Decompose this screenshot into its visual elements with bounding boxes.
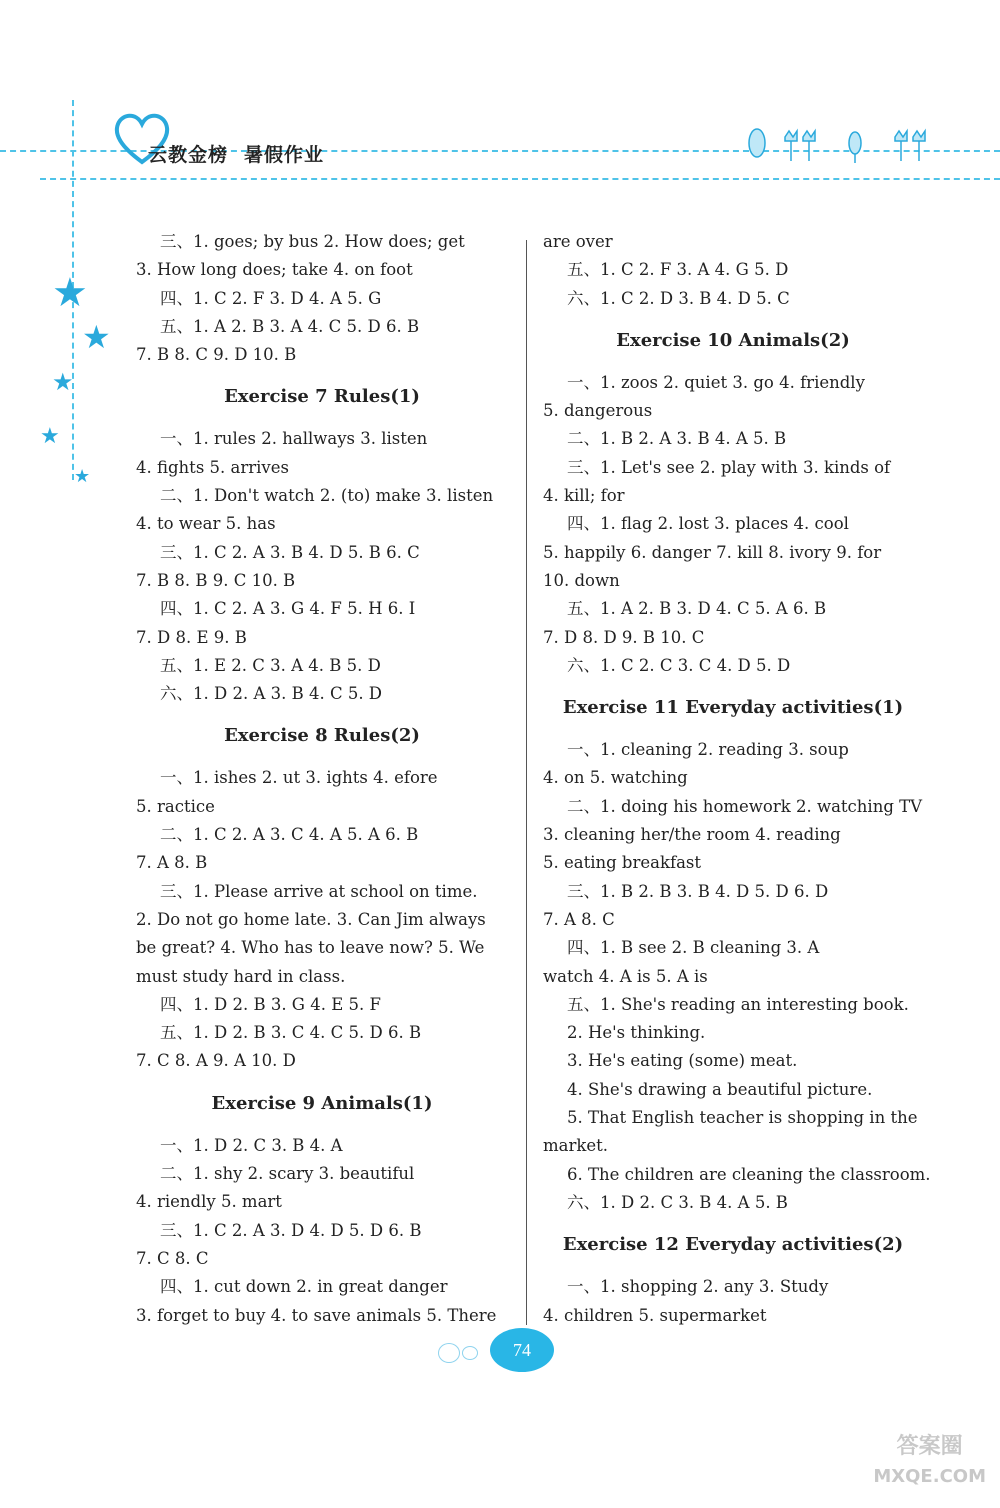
- answer-line: 五、1. A 2. B 3. A 4. C 5. D 6. B: [160, 316, 420, 336]
- answer-line: be great? 4. Who has to leave now? 5. We: [136, 938, 485, 958]
- answer-line: 3. He's eating (some) meat.: [567, 1051, 798, 1071]
- answer-line: are over: [543, 232, 613, 251]
- exercise-heading: Exercise 10 Animals(2): [616, 329, 850, 351]
- answer-line: 四、1. C 2. A 3. G 4. F 5. H 6. I: [160, 599, 416, 619]
- answer-line: 四、1. cut down 2. in great danger: [160, 1277, 448, 1297]
- exercise-heading: Exercise 9 Animals(1): [211, 1092, 433, 1114]
- answer-line: 一、1. D 2. C 3. B 4. A: [160, 1135, 343, 1155]
- answer-line: 4. fights 5. arrives: [136, 457, 289, 477]
- watermark: [873, 1432, 986, 1492]
- answer-line: 六、1. C 2. C 3. C 4. D 5. D: [567, 655, 791, 675]
- answer-line: 二、1. doing his homework 2. watching TV: [567, 796, 923, 816]
- answer-line: 五、1. E 2. C 3. A 4. B 5. D: [160, 655, 381, 675]
- exercise-heading: Exercise 11 Everyday activities(1): [562, 697, 904, 719]
- answer-line: 六、1. D 2. A 3. B 4. C 5. D: [160, 684, 383, 704]
- star-icon: ★: [74, 466, 91, 487]
- answer-line: 5. That English teacher is shopping in the: [567, 1108, 918, 1128]
- answer-line: 5. eating breakfast: [543, 853, 702, 873]
- answer-line: 7. C 8. A 9. A 10. D: [136, 1051, 296, 1071]
- answer-line: 7. B 8. C 9. D 10. B: [136, 345, 297, 365]
- answer-line: 二、1. B 2. A 3. B 4. A 5. B: [567, 429, 787, 449]
- exercise-heading: Exercise 8 Rules(2): [224, 725, 420, 747]
- bubble-icon: [462, 1346, 478, 1360]
- answer-line: 6. The children are cleaning the classroom.: [567, 1164, 931, 1184]
- answer-line: 4. on 5. watching: [543, 768, 688, 788]
- answer-line: 一、1. rules 2. hallways 3. listen: [160, 429, 428, 449]
- answer-line: 三、1. goes; by bus 2. How does; get: [160, 232, 465, 251]
- answer-line: 一、1. shopping 2. any 3. Study: [567, 1277, 829, 1297]
- answer-line: 二、1. Don't watch 2. (to) make 3. listen: [160, 486, 494, 506]
- answer-line: 7. A 8. B: [136, 853, 208, 873]
- answer-line: 四、1. flag 2. lost 3. places 4. cool: [567, 514, 849, 534]
- answer-line: 7. D 8. D 9. B 10. C: [543, 627, 705, 647]
- header-subtitle: 暑假作业: [244, 144, 325, 166]
- page-number: 74: [490, 1328, 554, 1372]
- answer-line: 7. D 8. E 9. B: [136, 627, 247, 647]
- answer-line: 5. dangerous: [543, 401, 653, 421]
- star-icon: ★: [52, 368, 74, 396]
- column-divider: [526, 240, 527, 1325]
- answer-line: 4. riendly 5. mart: [136, 1192, 282, 1212]
- answer-line: 二、1. C 2. A 3. C 4. A 5. A 6. B: [160, 825, 419, 845]
- answer-line: 4. children 5. supermarket: [543, 1305, 767, 1325]
- exercise-heading: Exercise 12 Everyday activities(2): [562, 1234, 904, 1256]
- answer-line: 五、1. A 2. B 3. D 4. C 5. A 6. B: [567, 599, 827, 619]
- header-dotted-line-2: [40, 178, 1000, 180]
- answer-line: 7. B 8. B 9. C 10. B: [136, 570, 296, 590]
- answer-line: 六、1. D 2. C 3. B 4. A 5. B: [567, 1192, 788, 1212]
- star-icon: ★: [52, 270, 88, 316]
- answer-line: 4. to wear 5. has: [136, 514, 276, 534]
- answer-column-left: [136, 228, 508, 1330]
- answer-column-right: [543, 228, 931, 1330]
- answer-line: 三、1. Let's see 2. play with 3. kinds of: [567, 457, 891, 477]
- watermark-line1: 答案圈: [896, 1434, 963, 1459]
- answer-line: 一、1. ishes 2. ut 3. ights 4. efore: [160, 768, 438, 788]
- answer-line: watch 4. A is 5. A is: [543, 966, 708, 986]
- answer-line: 3. How long does; take 4. on foot: [136, 260, 413, 280]
- answer-line: 五、1. C 2. F 3. A 4. G 5. D: [567, 260, 789, 280]
- answer-line: 10. down: [543, 570, 620, 590]
- header-title: [148, 140, 324, 167]
- answer-line: 4. She's drawing a beautiful picture.: [567, 1079, 873, 1099]
- tulips-icon: [745, 125, 935, 165]
- answer-line: 二、1. shy 2. scary 3. beautiful: [160, 1164, 415, 1184]
- watermark-line2: MXQE.COM: [873, 1466, 986, 1487]
- answer-line: 六、1. C 2. D 3. B 4. D 5. C: [567, 288, 790, 308]
- answer-line: 四、1. C 2. F 3. D 4. A 5. G: [160, 288, 382, 308]
- answer-line: 一、1. cleaning 2. reading 3. soup: [567, 740, 849, 760]
- answer-line: 三、1. Please arrive at school on time.: [160, 881, 478, 901]
- answer-line: 5. ractice: [136, 796, 215, 816]
- answer-line: 7. C 8. C: [136, 1248, 209, 1268]
- answer-line: 四、1. B see 2. B cleaning 3. A: [567, 938, 820, 958]
- answer-line: 五、1. She's reading an interesting book.: [567, 994, 909, 1014]
- answer-line: 7. A 8. C: [543, 909, 615, 929]
- brand-name: 云教金榜: [148, 144, 229, 166]
- answer-line: 四、1. D 2. B 3. G 4. E 5. F: [160, 994, 381, 1014]
- answer-line: market.: [543, 1136, 609, 1156]
- answer-line: 3. cleaning her/the room 4. reading: [543, 825, 841, 845]
- answer-line: 三、1. B 2. B 3. B 4. D 5. D 6. D: [567, 881, 829, 901]
- star-icon: ★: [40, 424, 60, 449]
- answer-line: 三、1. C 2. A 3. D 4. D 5. D 6. B: [160, 1220, 422, 1240]
- answer-line: 2. He's thinking.: [567, 1023, 706, 1043]
- answer-line: 2. Do not go home late. 3. Can Jim always: [136, 909, 486, 929]
- answer-line: must study hard in class.: [136, 966, 346, 986]
- star-icon: ★: [82, 318, 111, 356]
- answer-line: 五、1. D 2. B 3. C 4. C 5. D 6. B: [160, 1023, 422, 1043]
- answer-line: 4. kill; for: [543, 486, 625, 506]
- answer-line: 三、1. C 2. A 3. B 4. D 5. B 6. C: [160, 542, 420, 562]
- exercise-heading: Exercise 7 Rules(1): [224, 386, 420, 408]
- bubble-icon: [438, 1343, 460, 1363]
- answer-line: 5. happily 6. danger 7. kill 8. ivory 9. for: [543, 542, 882, 562]
- answer-line: 3. forget to buy 4. to save animals 5. There: [136, 1305, 497, 1325]
- answer-line: 一、1. zoos 2. quiet 3. go 4. friendly: [567, 372, 865, 392]
